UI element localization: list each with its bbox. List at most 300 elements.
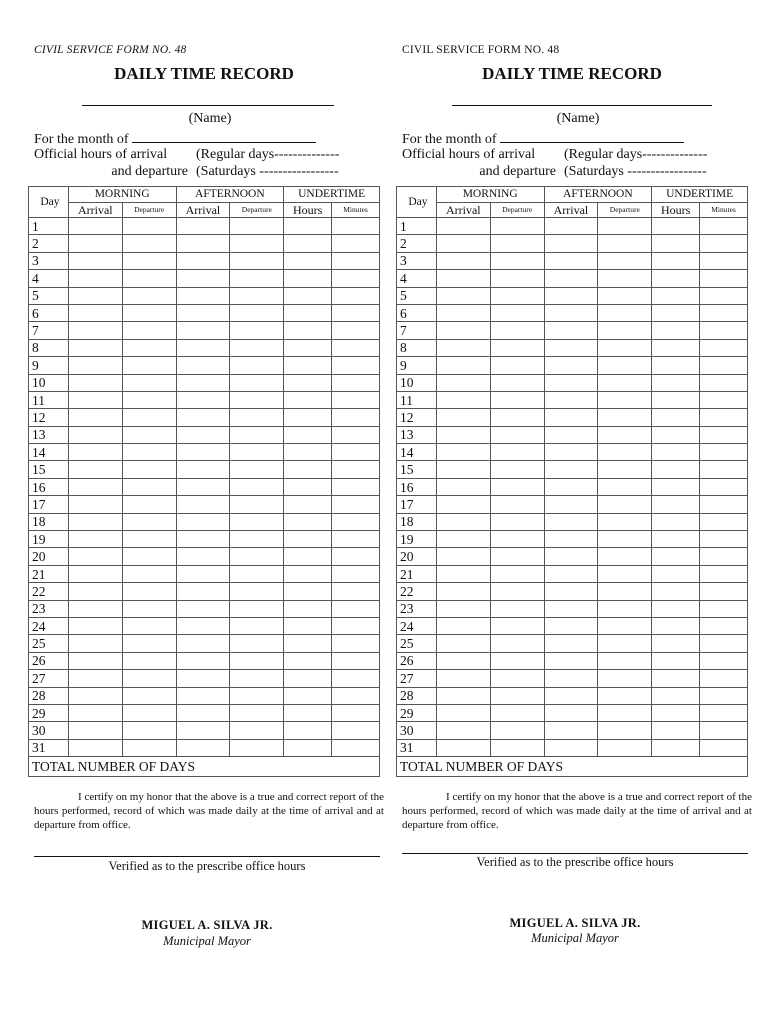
undertime-minutes-cell[interactable] [332,600,380,617]
undertime-hours-cell[interactable] [652,722,700,739]
morning-departure-cell[interactable] [122,391,176,408]
morning-arrival-cell[interactable] [436,339,490,356]
morning-departure-cell[interactable] [490,617,544,634]
afternoon-departure-cell[interactable] [230,270,284,287]
morning-arrival-cell[interactable] [68,583,122,600]
afternoon-arrival-cell[interactable] [176,652,230,669]
afternoon-departure-cell[interactable] [230,444,284,461]
morning-departure-cell[interactable] [122,235,176,252]
afternoon-departure-cell[interactable] [230,304,284,321]
morning-arrival-cell[interactable] [68,739,122,756]
morning-arrival-cell[interactable] [436,652,490,669]
morning-departure-cell[interactable] [122,652,176,669]
afternoon-departure-cell[interactable] [598,218,652,235]
afternoon-arrival-cell[interactable] [176,704,230,721]
undertime-minutes-cell[interactable] [332,722,380,739]
morning-departure-cell[interactable] [490,339,544,356]
undertime-hours-cell[interactable] [652,218,700,235]
undertime-minutes-cell[interactable] [700,565,748,582]
undertime-minutes-cell[interactable] [700,287,748,304]
morning-departure-cell[interactable] [122,513,176,530]
undertime-minutes-cell[interactable] [700,391,748,408]
morning-arrival-cell[interactable] [68,357,122,374]
undertime-hours-cell[interactable] [652,565,700,582]
undertime-minutes-cell[interactable] [700,739,748,756]
morning-arrival-cell[interactable] [436,583,490,600]
afternoon-arrival-cell[interactable] [544,287,598,304]
afternoon-departure-cell[interactable] [598,635,652,652]
undertime-minutes-cell[interactable] [332,218,380,235]
month-field[interactable] [132,130,316,143]
morning-departure-cell[interactable] [490,739,544,756]
morning-departure-cell[interactable] [490,600,544,617]
undertime-minutes-cell[interactable] [332,739,380,756]
morning-departure-cell[interactable] [490,583,544,600]
afternoon-departure-cell[interactable] [598,670,652,687]
afternoon-departure-cell[interactable] [230,513,284,530]
afternoon-arrival-cell[interactable] [544,531,598,548]
undertime-hours-cell[interactable] [652,513,700,530]
morning-arrival-cell[interactable] [436,600,490,617]
undertime-hours-cell[interactable] [284,426,332,443]
undertime-hours-cell[interactable] [284,357,332,374]
morning-departure-cell[interactable] [490,304,544,321]
afternoon-arrival-cell[interactable] [176,252,230,269]
undertime-hours-cell[interactable] [284,722,332,739]
morning-departure-cell[interactable] [490,322,544,339]
afternoon-departure-cell[interactable] [598,565,652,582]
morning-arrival-cell[interactable] [436,531,490,548]
morning-departure-cell[interactable] [490,531,544,548]
afternoon-arrival-cell[interactable] [544,687,598,704]
undertime-hours-cell[interactable] [284,304,332,321]
undertime-minutes-cell[interactable] [332,339,380,356]
afternoon-departure-cell[interactable] [598,461,652,478]
undertime-hours-cell[interactable] [284,670,332,687]
morning-departure-cell[interactable] [490,409,544,426]
undertime-hours-cell[interactable] [284,252,332,269]
morning-departure-cell[interactable] [122,478,176,495]
afternoon-arrival-cell[interactable] [176,496,230,513]
afternoon-departure-cell[interactable] [598,652,652,669]
undertime-hours-cell[interactable] [652,548,700,565]
undertime-hours-cell[interactable] [652,304,700,321]
morning-arrival-cell[interactable] [436,426,490,443]
afternoon-arrival-cell[interactable] [176,478,230,495]
afternoon-arrival-cell[interactable] [544,583,598,600]
undertime-hours-cell[interactable] [284,565,332,582]
undertime-hours-cell[interactable] [652,531,700,548]
morning-departure-cell[interactable] [490,357,544,374]
morning-arrival-cell[interactable] [436,565,490,582]
afternoon-arrival-cell[interactable] [544,548,598,565]
undertime-minutes-cell[interactable] [700,496,748,513]
undertime-hours-cell[interactable] [284,339,332,356]
undertime-minutes-cell[interactable] [332,391,380,408]
afternoon-departure-cell[interactable] [598,704,652,721]
afternoon-departure-cell[interactable] [230,339,284,356]
undertime-hours-cell[interactable] [652,583,700,600]
undertime-minutes-cell[interactable] [332,409,380,426]
afternoon-arrival-cell[interactable] [176,426,230,443]
afternoon-arrival-cell[interactable] [544,304,598,321]
undertime-hours-cell[interactable] [284,513,332,530]
undertime-hours-cell[interactable] [284,739,332,756]
undertime-minutes-cell[interactable] [332,287,380,304]
afternoon-departure-cell[interactable] [230,670,284,687]
morning-arrival-cell[interactable] [68,652,122,669]
undertime-minutes-cell[interactable] [332,565,380,582]
undertime-hours-cell[interactable] [284,583,332,600]
afternoon-arrival-cell[interactable] [544,409,598,426]
afternoon-arrival-cell[interactable] [544,339,598,356]
undertime-minutes-cell[interactable] [332,670,380,687]
undertime-hours-cell[interactable] [284,687,332,704]
undertime-minutes-cell[interactable] [700,583,748,600]
afternoon-arrival-cell[interactable] [176,339,230,356]
undertime-minutes-cell[interactable] [332,357,380,374]
morning-departure-cell[interactable] [122,635,176,652]
undertime-minutes-cell[interactable] [700,339,748,356]
afternoon-arrival-cell[interactable] [176,531,230,548]
morning-arrival-cell[interactable] [68,722,122,739]
undertime-minutes-cell[interactable] [332,652,380,669]
undertime-hours-cell[interactable] [652,704,700,721]
afternoon-arrival-cell[interactable] [544,218,598,235]
undertime-minutes-cell[interactable] [332,583,380,600]
afternoon-arrival-cell[interactable] [544,565,598,582]
afternoon-arrival-cell[interactable] [544,670,598,687]
morning-departure-cell[interactable] [122,739,176,756]
afternoon-departure-cell[interactable] [598,739,652,756]
undertime-hours-cell[interactable] [284,531,332,548]
afternoon-arrival-cell[interactable] [544,600,598,617]
morning-arrival-cell[interactable] [436,374,490,391]
afternoon-departure-cell[interactable] [598,287,652,304]
morning-departure-cell[interactable] [122,374,176,391]
undertime-hours-cell[interactable] [284,548,332,565]
morning-arrival-cell[interactable] [436,218,490,235]
undertime-hours-cell[interactable] [284,617,332,634]
morning-departure-cell[interactable] [490,270,544,287]
morning-arrival-cell[interactable] [68,426,122,443]
undertime-hours-cell[interactable] [652,391,700,408]
afternoon-departure-cell[interactable] [598,270,652,287]
afternoon-arrival-cell[interactable] [176,513,230,530]
afternoon-arrival-cell[interactable] [176,322,230,339]
undertime-minutes-cell[interactable] [332,444,380,461]
afternoon-departure-cell[interactable] [230,478,284,495]
afternoon-departure-cell[interactable] [230,252,284,269]
afternoon-departure-cell[interactable] [598,391,652,408]
afternoon-departure-cell[interactable] [598,444,652,461]
afternoon-departure-cell[interactable] [230,722,284,739]
undertime-hours-cell[interactable] [284,270,332,287]
afternoon-arrival-cell[interactable] [544,617,598,634]
morning-arrival-cell[interactable] [68,270,122,287]
morning-arrival-cell[interactable] [68,461,122,478]
undertime-minutes-cell[interactable] [332,322,380,339]
undertime-minutes-cell[interactable] [700,374,748,391]
morning-departure-cell[interactable] [122,531,176,548]
undertime-hours-cell[interactable] [284,600,332,617]
morning-arrival-cell[interactable] [68,548,122,565]
afternoon-arrival-cell[interactable] [544,426,598,443]
afternoon-arrival-cell[interactable] [176,722,230,739]
morning-departure-cell[interactable] [122,565,176,582]
morning-arrival-cell[interactable] [436,496,490,513]
afternoon-departure-cell[interactable] [598,687,652,704]
morning-arrival-cell[interactable] [436,391,490,408]
afternoon-departure-cell[interactable] [598,583,652,600]
afternoon-departure-cell[interactable] [598,252,652,269]
afternoon-arrival-cell[interactable] [176,444,230,461]
afternoon-departure-cell[interactable] [598,617,652,634]
morning-departure-cell[interactable] [490,374,544,391]
morning-departure-cell[interactable] [122,617,176,634]
undertime-hours-cell[interactable] [284,218,332,235]
morning-departure-cell[interactable] [122,322,176,339]
undertime-hours-cell[interactable] [284,478,332,495]
morning-arrival-cell[interactable] [436,270,490,287]
afternoon-departure-cell[interactable] [230,374,284,391]
morning-departure-cell[interactable] [490,687,544,704]
morning-arrival-cell[interactable] [68,235,122,252]
morning-departure-cell[interactable] [122,426,176,443]
undertime-minutes-cell[interactable] [332,270,380,287]
morning-departure-cell[interactable] [122,687,176,704]
morning-arrival-cell[interactable] [436,461,490,478]
afternoon-departure-cell[interactable] [230,652,284,669]
morning-departure-cell[interactable] [122,444,176,461]
morning-departure-cell[interactable] [490,513,544,530]
afternoon-departure-cell[interactable] [230,565,284,582]
morning-arrival-cell[interactable] [436,704,490,721]
morning-arrival-cell[interactable] [68,704,122,721]
afternoon-arrival-cell[interactable] [544,235,598,252]
undertime-minutes-cell[interactable] [700,252,748,269]
morning-arrival-cell[interactable] [68,513,122,530]
afternoon-departure-cell[interactable] [598,322,652,339]
undertime-minutes-cell[interactable] [332,426,380,443]
undertime-hours-cell[interactable] [284,409,332,426]
undertime-minutes-cell[interactable] [700,444,748,461]
afternoon-arrival-cell[interactable] [176,617,230,634]
afternoon-arrival-cell[interactable] [176,687,230,704]
morning-arrival-cell[interactable] [68,252,122,269]
afternoon-arrival-cell[interactable] [544,704,598,721]
afternoon-departure-cell[interactable] [230,322,284,339]
afternoon-arrival-cell[interactable] [544,478,598,495]
undertime-hours-cell[interactable] [652,357,700,374]
undertime-minutes-cell[interactable] [700,531,748,548]
afternoon-arrival-cell[interactable] [544,374,598,391]
afternoon-departure-cell[interactable] [230,635,284,652]
morning-arrival-cell[interactable] [68,617,122,634]
morning-departure-cell[interactable] [122,287,176,304]
afternoon-departure-cell[interactable] [598,304,652,321]
afternoon-arrival-cell[interactable] [544,461,598,478]
undertime-hours-cell[interactable] [652,339,700,356]
undertime-hours-cell[interactable] [652,270,700,287]
morning-arrival-cell[interactable] [68,409,122,426]
morning-departure-cell[interactable] [122,252,176,269]
afternoon-departure-cell[interactable] [598,235,652,252]
afternoon-arrival-cell[interactable] [544,722,598,739]
morning-arrival-cell[interactable] [436,304,490,321]
morning-arrival-cell[interactable] [68,304,122,321]
morning-departure-cell[interactable] [490,461,544,478]
morning-departure-cell[interactable] [490,426,544,443]
undertime-hours-cell[interactable] [652,322,700,339]
undertime-minutes-cell[interactable] [700,704,748,721]
afternoon-departure-cell[interactable] [598,339,652,356]
afternoon-arrival-cell[interactable] [176,548,230,565]
undertime-hours-cell[interactable] [284,652,332,669]
morning-arrival-cell[interactable] [68,444,122,461]
undertime-minutes-cell[interactable] [700,218,748,235]
undertime-hours-cell[interactable] [652,235,700,252]
morning-arrival-cell[interactable] [436,444,490,461]
afternoon-arrival-cell[interactable] [176,287,230,304]
afternoon-departure-cell[interactable] [230,391,284,408]
undertime-minutes-cell[interactable] [332,478,380,495]
afternoon-departure-cell[interactable] [230,426,284,443]
afternoon-arrival-cell[interactable] [544,496,598,513]
undertime-minutes-cell[interactable] [332,235,380,252]
morning-arrival-cell[interactable] [68,322,122,339]
undertime-hours-cell[interactable] [652,426,700,443]
afternoon-arrival-cell[interactable] [176,565,230,582]
signature-line[interactable] [402,853,748,854]
afternoon-arrival-cell[interactable] [544,270,598,287]
morning-departure-cell[interactable] [122,357,176,374]
afternoon-departure-cell[interactable] [598,722,652,739]
morning-departure-cell[interactable] [122,461,176,478]
undertime-minutes-cell[interactable] [332,496,380,513]
undertime-minutes-cell[interactable] [700,426,748,443]
undertime-hours-cell[interactable] [284,461,332,478]
afternoon-arrival-cell[interactable] [544,252,598,269]
afternoon-arrival-cell[interactable] [544,652,598,669]
undertime-minutes-cell[interactable] [700,635,748,652]
undertime-minutes-cell[interactable] [700,670,748,687]
afternoon-departure-cell[interactable] [230,218,284,235]
undertime-hours-cell[interactable] [284,391,332,408]
morning-arrival-cell[interactable] [436,635,490,652]
undertime-hours-cell[interactable] [284,374,332,391]
afternoon-arrival-cell[interactable] [176,357,230,374]
afternoon-departure-cell[interactable] [230,287,284,304]
afternoon-departure-cell[interactable] [230,461,284,478]
undertime-minutes-cell[interactable] [332,704,380,721]
afternoon-departure-cell[interactable] [598,548,652,565]
morning-arrival-cell[interactable] [68,287,122,304]
morning-departure-cell[interactable] [490,444,544,461]
morning-arrival-cell[interactable] [68,218,122,235]
morning-departure-cell[interactable] [490,670,544,687]
morning-departure-cell[interactable] [122,583,176,600]
afternoon-arrival-cell[interactable] [544,357,598,374]
undertime-minutes-cell[interactable] [332,687,380,704]
afternoon-arrival-cell[interactable] [176,409,230,426]
afternoon-departure-cell[interactable] [598,426,652,443]
morning-arrival-cell[interactable] [436,670,490,687]
morning-departure-cell[interactable] [490,548,544,565]
undertime-minutes-cell[interactable] [700,322,748,339]
morning-arrival-cell[interactable] [436,548,490,565]
morning-departure-cell[interactable] [490,287,544,304]
afternoon-arrival-cell[interactable] [176,270,230,287]
undertime-minutes-cell[interactable] [700,548,748,565]
signature-line[interactable] [34,856,380,857]
morning-departure-cell[interactable] [490,704,544,721]
morning-arrival-cell[interactable] [68,339,122,356]
name-field-line[interactable] [452,105,712,106]
morning-departure-cell[interactable] [490,496,544,513]
afternoon-arrival-cell[interactable] [544,513,598,530]
afternoon-departure-cell[interactable] [230,583,284,600]
morning-departure-cell[interactable] [490,218,544,235]
afternoon-arrival-cell[interactable] [176,583,230,600]
undertime-minutes-cell[interactable] [332,374,380,391]
month-field[interactable] [500,130,684,143]
undertime-hours-cell[interactable] [652,617,700,634]
afternoon-arrival-cell[interactable] [176,670,230,687]
morning-arrival-cell[interactable] [68,687,122,704]
morning-arrival-cell[interactable] [68,374,122,391]
morning-departure-cell[interactable] [122,704,176,721]
afternoon-arrival-cell[interactable] [176,235,230,252]
undertime-hours-cell[interactable] [652,670,700,687]
morning-arrival-cell[interactable] [68,600,122,617]
morning-arrival-cell[interactable] [436,478,490,495]
morning-arrival-cell[interactable] [68,496,122,513]
undertime-hours-cell[interactable] [284,444,332,461]
undertime-hours-cell[interactable] [652,496,700,513]
undertime-hours-cell[interactable] [652,444,700,461]
morning-departure-cell[interactable] [122,496,176,513]
morning-arrival-cell[interactable] [68,565,122,582]
afternoon-arrival-cell[interactable] [544,391,598,408]
afternoon-arrival-cell[interactable] [176,391,230,408]
afternoon-departure-cell[interactable] [230,496,284,513]
undertime-hours-cell[interactable] [652,635,700,652]
afternoon-arrival-cell[interactable] [176,304,230,321]
undertime-hours-cell[interactable] [652,461,700,478]
morning-departure-cell[interactable] [490,391,544,408]
morning-departure-cell[interactable] [490,235,544,252]
undertime-minutes-cell[interactable] [700,461,748,478]
afternoon-departure-cell[interactable] [230,687,284,704]
name-field-line[interactable] [82,105,334,106]
afternoon-arrival-cell[interactable] [176,600,230,617]
morning-arrival-cell[interactable] [436,235,490,252]
undertime-minutes-cell[interactable] [332,548,380,565]
morning-departure-cell[interactable] [490,652,544,669]
undertime-minutes-cell[interactable] [700,600,748,617]
undertime-minutes-cell[interactable] [700,478,748,495]
morning-arrival-cell[interactable] [436,252,490,269]
afternoon-departure-cell[interactable] [230,235,284,252]
morning-departure-cell[interactable] [490,478,544,495]
undertime-hours-cell[interactable] [652,652,700,669]
undertime-hours-cell[interactable] [652,252,700,269]
undertime-minutes-cell[interactable] [700,235,748,252]
morning-arrival-cell[interactable] [68,391,122,408]
afternoon-departure-cell[interactable] [598,409,652,426]
afternoon-departure-cell[interactable] [230,600,284,617]
